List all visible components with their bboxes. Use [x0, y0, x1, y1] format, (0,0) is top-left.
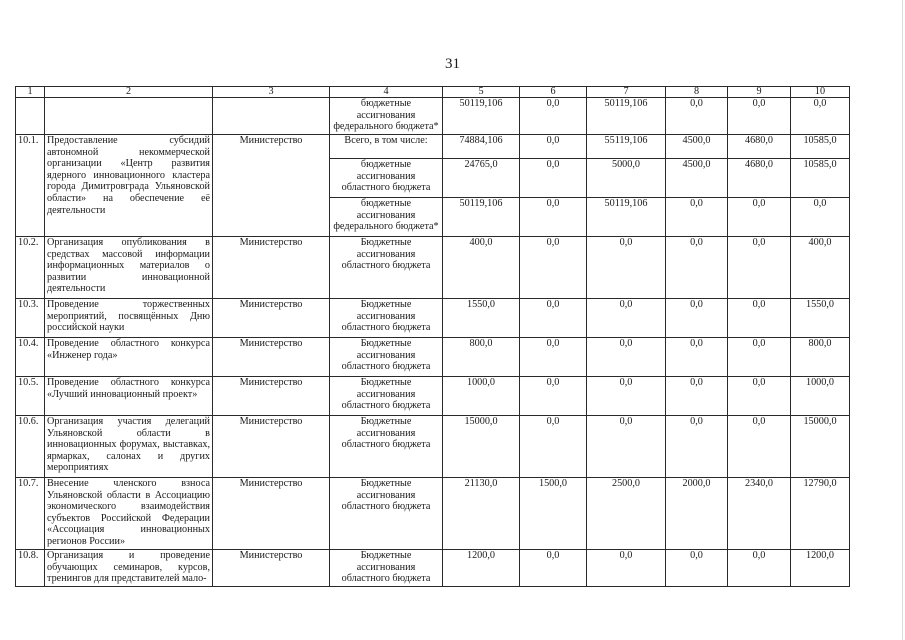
value-cell: 10585,0 [791, 135, 850, 159]
value-cell: 0,0 [666, 98, 728, 135]
value-cell: 0,0 [728, 377, 791, 416]
value-cell: 0,0 [520, 198, 587, 237]
value-cell: 0,0 [728, 416, 791, 478]
column-number: 4 [330, 87, 443, 98]
value-cell: 50119,106 [587, 198, 666, 237]
value-cell: 400,0 [791, 237, 850, 299]
funding-source-cell: Бюджетные ассигнования областного бюджета [330, 550, 443, 587]
value-cell: 1550,0 [791, 299, 850, 338]
table-row [16, 237, 850, 299]
activity-name-cell: Организация опубликования в средствах массовой информации информационных материалов о развитии инновационной деятельности [45, 237, 213, 299]
value-cell: 1200,0 [791, 550, 850, 587]
value-cell: 0,0 [666, 550, 728, 587]
value-cell: 0,0 [587, 416, 666, 478]
table-row [16, 416, 850, 478]
row-number-cell: 10.6. [16, 416, 45, 478]
funding-source-cell: Бюджетные ассигнования областного бюджета [330, 237, 443, 299]
table-row [16, 478, 850, 550]
row-number-cell: 10.4. [16, 338, 45, 377]
activity-name-cell: Проведение торжественных мероприятий, посвящённых Дню российской науки [45, 299, 213, 338]
column-number: 8 [666, 87, 728, 98]
row-number-cell: 10.3. [16, 299, 45, 338]
column-number: 3 [213, 87, 330, 98]
value-cell: 1550,0 [443, 299, 520, 338]
value-cell: 0,0 [520, 159, 587, 198]
value-cell: 21130,0 [443, 478, 520, 550]
activity-name-cell: Организация и проведение обучающих семинаров, курсов, тренингов для представителей мало- [45, 550, 213, 587]
value-cell: 0,0 [666, 338, 728, 377]
value-cell: 15000,0 [791, 416, 850, 478]
value-cell: 2340,0 [728, 478, 791, 550]
executor-cell: Министерство [213, 299, 330, 338]
value-cell: 0,0 [520, 299, 587, 338]
value-cell: 0,0 [520, 237, 587, 299]
column-number: 9 [728, 87, 791, 98]
value-cell: 0,0 [666, 237, 728, 299]
column-number: 2 [45, 87, 213, 98]
column-number: 1 [16, 87, 45, 98]
value-cell: 800,0 [443, 338, 520, 377]
value-cell: 0,0 [666, 299, 728, 338]
executor-cell: Министерство [213, 550, 330, 587]
value-cell: 24765,0 [443, 159, 520, 198]
value-cell: 4500,0 [666, 135, 728, 159]
executor-cell: Министерство [213, 416, 330, 478]
value-cell: 0,0 [520, 377, 587, 416]
table-row [16, 550, 850, 587]
value-cell: 50119,106 [443, 198, 520, 237]
value-cell: 2000,0 [666, 478, 728, 550]
value-cell: 5000,0 [587, 159, 666, 198]
column-number: 7 [587, 87, 666, 98]
value-cell: 400,0 [443, 237, 520, 299]
value-cell: 0,0 [728, 237, 791, 299]
funding-source-cell: Всего, в том числе: [330, 135, 443, 159]
value-cell: 15000,0 [443, 416, 520, 478]
value-cell: 0,0 [587, 338, 666, 377]
value-cell: 1500,0 [520, 478, 587, 550]
value-cell: 0,0 [587, 299, 666, 338]
value-cell: 0,0 [666, 377, 728, 416]
row-number-cell: 10.8. [16, 550, 45, 587]
value-cell: 0,0 [587, 550, 666, 587]
value-cell: 12790,0 [791, 478, 850, 550]
value-cell: 0,0 [666, 416, 728, 478]
row-number-cell: 10.7. [16, 478, 45, 550]
column-number-row [16, 87, 850, 98]
funding-source-cell: Бюджетные ассигнования областного бюджета [330, 338, 443, 377]
row-number-cell: 10.1. [16, 135, 45, 237]
value-cell: 0,0 [587, 237, 666, 299]
value-cell: 4680,0 [728, 159, 791, 198]
activity-name-cell: Проведение областного конкурса «Лучший инновационный проект» [45, 377, 213, 416]
value-cell: 10585,0 [791, 159, 850, 198]
value-cell: 0,0 [791, 98, 850, 135]
value-cell: 1000,0 [791, 377, 850, 416]
table-row [16, 377, 850, 416]
table-row [16, 299, 850, 338]
value-cell: 4680,0 [728, 135, 791, 159]
funding-source-cell: бюджетные ассигнования федерального бюджета* [330, 98, 443, 135]
value-cell: 50119,106 [443, 98, 520, 135]
activity-name-cell: Внесение членского взноса Ульяновской области в Ассоциацию экономического взаимодействия субъектов Российской Федерации «Ассоциация инновационных регионов России» [45, 478, 213, 550]
value-cell: 0,0 [728, 198, 791, 237]
executor-cell: Министерство [213, 338, 330, 377]
funding-source-cell: Бюджетные ассигнования областного бюджета [330, 377, 443, 416]
table-row [16, 135, 850, 159]
value-cell: 4500,0 [666, 159, 728, 198]
table-row [16, 338, 850, 377]
value-cell: 0,0 [520, 98, 587, 135]
value-cell: 2500,0 [587, 478, 666, 550]
value-cell: 0,0 [728, 550, 791, 587]
activity-name-cell: Предоставление субсидий автономной некоммерческой организации «Центр развития ядерного инновационного кластера города Димитровграда Ульяновской области» на обеспечение её деятельности [45, 135, 213, 237]
value-cell: 800,0 [791, 338, 850, 377]
executor-cell [213, 98, 330, 135]
value-cell: 0,0 [728, 98, 791, 135]
value-cell: 0,0 [520, 338, 587, 377]
funding-source-cell: Бюджетные ассигнования областного бюджета [330, 416, 443, 478]
value-cell: 1000,0 [443, 377, 520, 416]
funding-source-cell: бюджетные ассигнования областного бюджета [330, 159, 443, 198]
value-cell: 55119,106 [587, 135, 666, 159]
value-cell: 0,0 [728, 338, 791, 377]
page-edge [902, 0, 903, 640]
value-cell: 0,0 [520, 135, 587, 159]
funding-source-cell: Бюджетные ассигнования областного бюджета [330, 478, 443, 550]
row-number-cell: 10.5. [16, 377, 45, 416]
value-cell: 0,0 [520, 416, 587, 478]
activity-name-cell: Организация участия делегаций Ульяновской области в инновационных форумах, выставках, ярмарках, салонах и других мероприятиях [45, 416, 213, 478]
row-number-cell: 10.2. [16, 237, 45, 299]
value-cell: 0,0 [666, 198, 728, 237]
funding-source-cell: Бюджетные ассигнования областного бюджета [330, 299, 443, 338]
executor-cell: Министерство [213, 135, 330, 237]
column-number: 6 [520, 87, 587, 98]
value-cell: 1200,0 [443, 550, 520, 587]
value-cell: 50119,106 [587, 98, 666, 135]
executor-cell: Министерство [213, 478, 330, 550]
value-cell: 0,0 [587, 377, 666, 416]
budget-table [15, 86, 850, 587]
value-cell: 74884,106 [443, 135, 520, 159]
row-number-cell [16, 98, 45, 135]
column-number: 10 [791, 87, 850, 98]
value-cell: 0,0 [791, 198, 850, 237]
funding-source-cell: бюджетные ассигнования федерального бюджета* [330, 198, 443, 237]
activity-name-cell: Проведение областного конкурса «Инженер года» [45, 338, 213, 377]
table-row [16, 98, 850, 135]
executor-cell: Министерство [213, 237, 330, 299]
value-cell: 0,0 [520, 550, 587, 587]
value-cell: 0,0 [728, 299, 791, 338]
page-number: 31 [445, 56, 460, 72]
activity-name-cell [45, 98, 213, 135]
column-number: 5 [443, 87, 520, 98]
executor-cell: Министерство [213, 377, 330, 416]
